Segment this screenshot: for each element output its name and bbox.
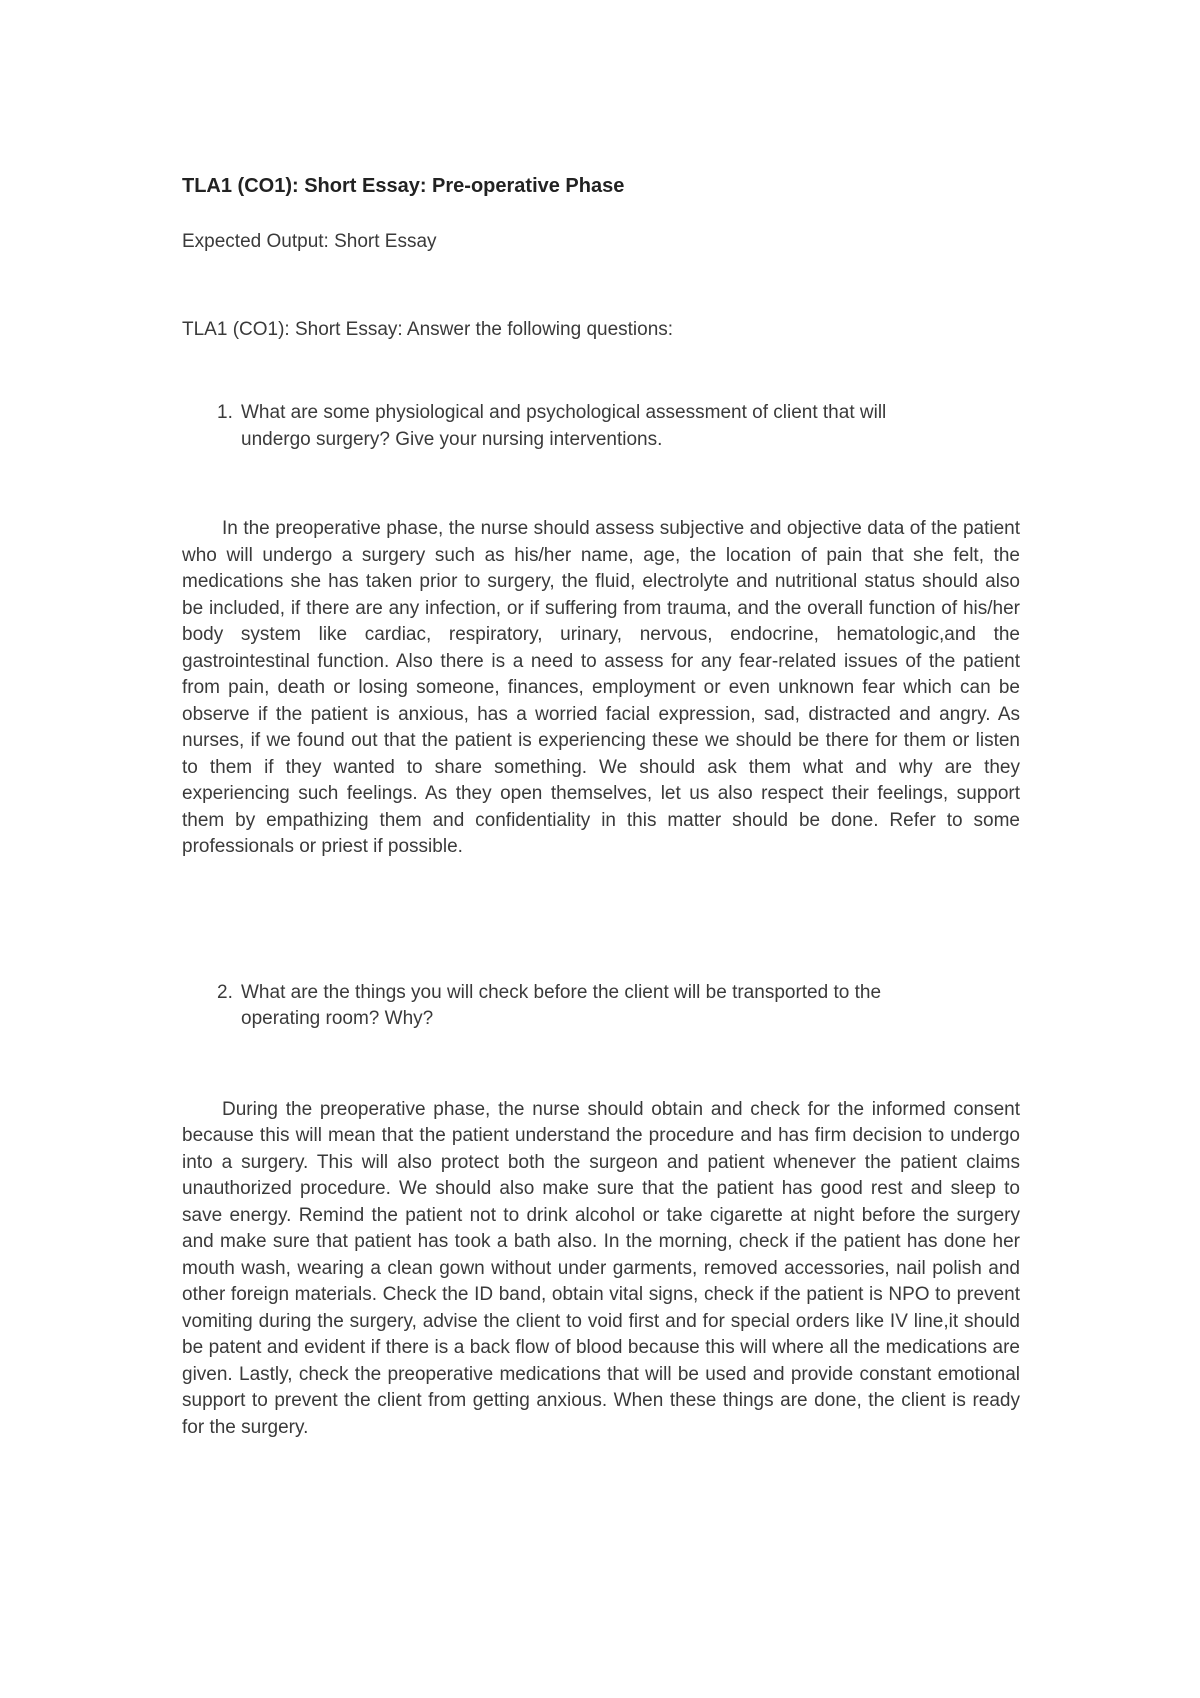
question-2 <box>217 980 961 1033</box>
question-number: 2. <box>217 981 233 1003</box>
question-number: 1. <box>217 402 233 423</box>
answer-1: In the preoperative phase, the nurse should assess subjective and objective data of the patient who will undergo a surgery such as his/her name, age, the location of pain that she felt, the medications she has taken prior to surgery, the fluid, electrolyte and nutritional status should also be included, if there are any infection, or if suffering from trauma, and the overall function of his/her body system like cardiac, respiratory, urinary, nervous, endocrine, hematologic,and the gastrointestinal function. Also there is a need to assess for any fear-related issues of the patient from pain, death or losing someone, finances, employment or even unknown fear which can be observe if the patient is anxious, has a worried facial expression, sad, distracted and angry. As nurses, if we found out that the patient is experiencing these we should be there for them or listen to them if they wanted to share something. We should ask them what and why are they experiencing such feelings. As they open themselves, let us also respect their feelings, support them by empathizing them and confidentiality in this matter should be done. Refer to some professionals or priest if possible. <box>182 518 1020 857</box>
document-page <box>182 170 1020 1441</box>
expected-output: Expected Output: Short Essay <box>182 231 437 252</box>
answer-2: During the preoperative phase, the nurse should obtain and check for the informed consent because this will mean that the patient understand the procedure and has firm decision to undergo into a surgery. This will also protect both the surgeon and patient whenever the patient claims unauthorized procedure. We should also make sure that the patient has good rest and sleep to save energy. Remind the patient not to drink alcohol or take cigarette at night before the surgery and make sure that patient has took a bath also. In the morning, check if the patient has done her mouth wash, wearing a clean gown without under garments, removed accessories, nail polish and other foreign materials. Check the ID band, obtain vital signs, check if the patient is NPO to prevent vomiting during the surgery, advise the client to void first and for special orders like IV line,it should be patent and evident if there is a back flow of blood because this will where all the medications are given. Lastly, check the preoperative medications that will be used and provide constant emotional support to prevent the client from getting anxious. When these things are done, the client is ready for the surgery. <box>182 1098 1020 1438</box>
question-1 <box>217 400 961 453</box>
question-text: What are the things you will check before the client will be transported to the operating room? Why? <box>241 981 882 1029</box>
question-text: What are some physiological and psychological assessment of client that will undergo surgery? Give your nursing interventions. <box>241 402 887 450</box>
document-title: TLA1 (CO1): Short Essay: Pre-operative Phase <box>182 175 625 197</box>
instructions: TLA1 (CO1): Short Essay: Answer the following questions: <box>182 319 674 340</box>
